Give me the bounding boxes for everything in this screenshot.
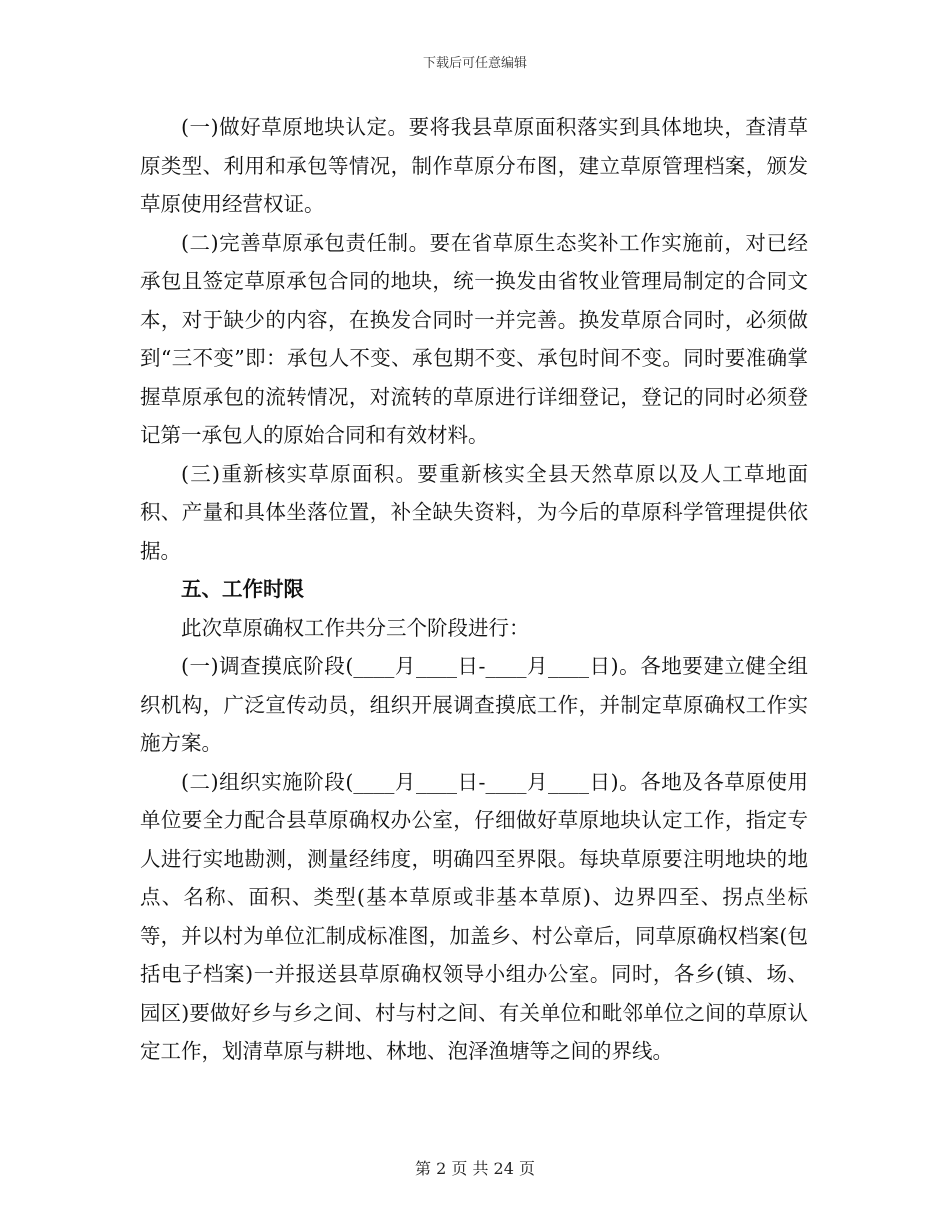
page-footer-page-number: 第 2 页 共 24 页 — [415, 1159, 535, 1178]
paragraph-contract-responsibility: (二)完善草原承包责任制。要在省草原生态奖补工作实施前，对已经承包且签定草原承包合同的地块，统一换发由省牧业管理局制定的合同文本，对于缺少的内容，在换发合同时一并完善。换发草原合同时，必须做到“三不变”即：承包人不变、承包期不变、承包时间不变。同时要准确掌握草原承包的流转情况，对流转的草原进行详细登记，登记的同时必须登记第一承包人的原始合同和有效材料。 — [140, 230, 808, 447]
paragraph-implementation-stage: (二)组织实施阶段(____月____日-____月____日)。各地及各草原使用单位要全力配合县草原确权办公室，仔细做好草原地块认定工作，指定专人进行实地勘测，测量经纬度，明确四至界限。每块草原要注明地块的地点、名称、面积、类型(基本草原或非基本草原)、边界四至、拐点坐标等，并以村为单位汇制成标准图，加盖乡、村公章后，同草原确权档案(包括电子档案)一并报送县草原确权领导小组办公室。同时，各乡(镇、场、园区)要做好乡与乡之间、村与村之间、有关单位和毗邻单位之间的草原认定工作，划清草原与耕地、林地、泡泽渔塘等之间的界线。 — [140, 769, 808, 1063]
paragraph-area-verification: (三)重新核实草原面积。要重新核实全县天然草原以及人工草地面积、产量和具体坐落位置，补全缺失资料，为今后的草原科学管理提供依据。 — [140, 461, 808, 563]
page-header: 下载后可任意编辑 — [422, 56, 527, 71]
paragraph-survey-stage: (一)调查摸底阶段(____月____日-____月____日)。各地要建立健全组织机构，广泛宣传动员，组织开展调查摸底工作，并制定草原确权工作实施方案。 — [140, 654, 808, 755]
document-body — [140, 108, 808, 1071]
paragraph-grassland-plot-identification: (一)做好草原地块认定。要将我县草原面积落实到具体地块，查清草原类型、利用和承包等情况，制作草原分布图，建立草原管理档案，颁发草原使用经营权证。 — [140, 115, 808, 216]
paragraph-stages-intro: 此次草原确权工作共分三个阶段进行： — [181, 615, 530, 640]
section-heading-work-timeline: 五、工作时限 — [181, 577, 304, 601]
